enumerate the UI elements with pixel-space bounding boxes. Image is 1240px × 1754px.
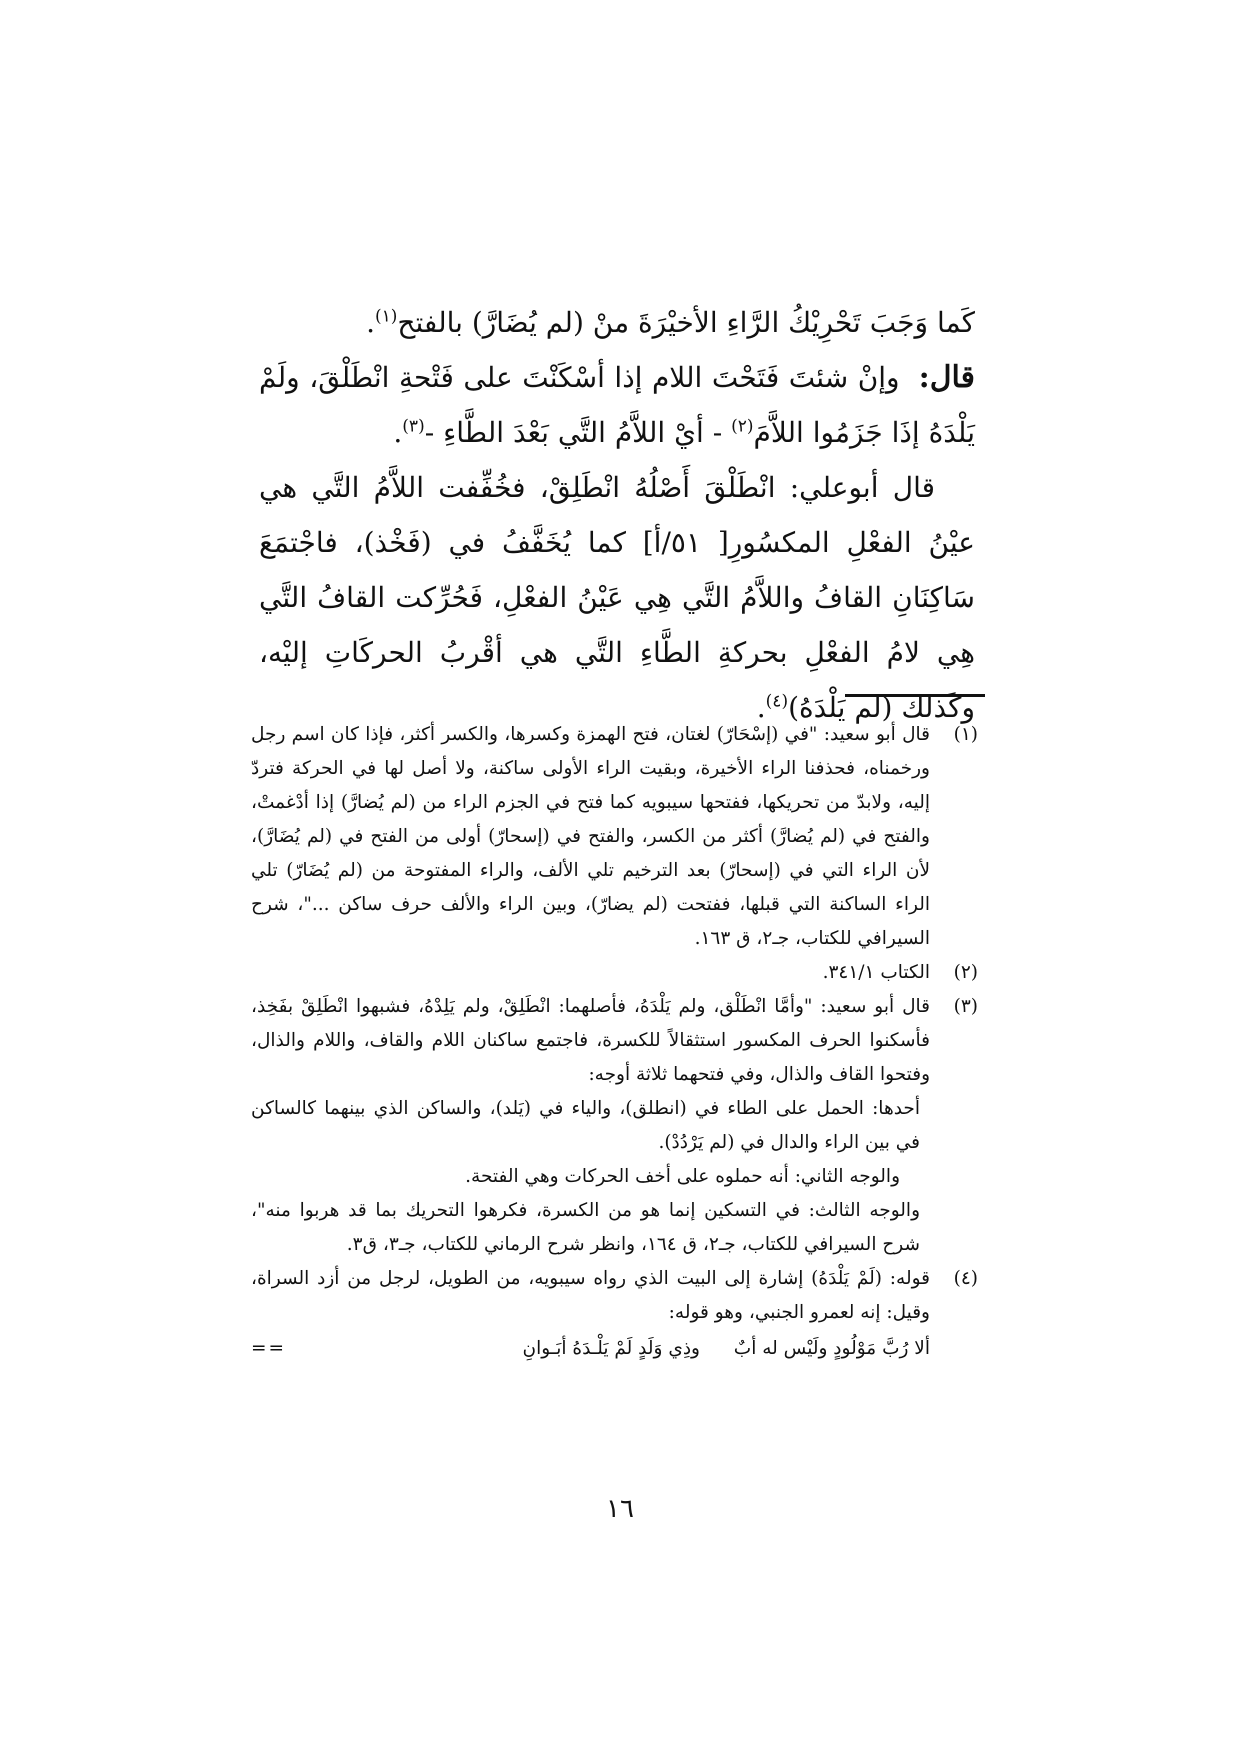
- footnote-ref: (٤): [765, 691, 789, 712]
- footnote-ref: (٢): [731, 416, 754, 437]
- footnote-2: [251, 956, 978, 990]
- footnote-text: الكتاب ٣٤١/١.: [822, 962, 930, 983]
- footnotes: [251, 718, 978, 1368]
- footnote-text: والوجه الثالث: في التسكين إنما هو من الكسرة، فكرهوا التحريك بما قد هربوا منه"، شرح السيرافي للكتاب، جـ٢، ق ١٦٤، وانظر شرح الرماني للكتاب، جـ٣، ق٣.: [251, 1200, 920, 1255]
- footnote-separator: [845, 694, 985, 697]
- verse-hemistich-1: ألا رُبَّ مَوْلُودٍ ولَيْس له أبٌ: [733, 1338, 930, 1359]
- main-text-span: - أيْ اللاَّمُ التَّي بَعْدَ الطَّاءِ -: [424, 416, 732, 449]
- verse-hemistich-2: وذِي وَلَدٍ لَمْ يَلْـدَهُ أبَـوانِ: [522, 1338, 700, 1359]
- footnote-number: (٣): [953, 996, 978, 1017]
- period: .: [366, 306, 375, 339]
- footnote-text: قوله: (لَمْ يَلْدَهُ) إشارة إلى البيت الذي رواه سيبويه، من الطويل، لرجل من أزد السراة، وقيل: إنه لعمرو الجنبي، وهو قوله:: [251, 1268, 930, 1323]
- main-paragraph-1: [259, 295, 975, 350]
- footnote-3: [251, 990, 978, 1262]
- main-text: [259, 295, 975, 735]
- footnote-number: (٤): [953, 1268, 978, 1289]
- footnote-body: [251, 990, 930, 1262]
- main-paragraph-2: [259, 350, 975, 460]
- footnote-body: [251, 718, 930, 956]
- footnote-4: [251, 1262, 978, 1368]
- qal-label: قال:: [918, 360, 975, 395]
- main-text-span: وإنْ شئتَ فَتَحْتَ اللام إذا أسْكَنْتَ على فَتْحةِ انْطَلْقَ، ولَمْ يَلْدَهُ إذَا جَزَمُوا اللاَّمَ: [259, 361, 975, 449]
- period: .: [393, 416, 403, 449]
- footnote-ref: (١): [374, 306, 398, 327]
- period: .: [756, 691, 766, 724]
- footnote-body: [251, 956, 930, 990]
- page-number: ١٦: [606, 1494, 634, 1524]
- footnote-number: (٢): [953, 962, 978, 983]
- main-text-span: قال أبوعلي: انْطَلْقَ أَصْلُهُ انْطَلِقْ، فخُفِّفت اللاَّمُ التَّي هي عيْنُ الفعْلِ المكسُورِ[ ٥١/أ] كما يُخَفَّفُ في (فَخْذ)، فاجْتمَعَ سَاكِنَانِ القافُ واللاَّمُ التَّي هِي عَيْنُ الفعْلِ، فَحُرِّكت القافُ التَّي هِي لامُ الفعْلِ بحركةِ الطَّاءِ التَّي هي أقْربُ الحركَاتِ إليْه، وكَذلك (لم يَلْدَهُ): [259, 471, 975, 724]
- footnote-number: (١): [953, 724, 978, 745]
- footnote-text: والوجه الثاني: أنه حملوه على أخف الحركات وهي الفتحة.: [465, 1166, 900, 1187]
- poetry-verse: [251, 1332, 930, 1368]
- continuation-mark: ==: [251, 1338, 287, 1359]
- main-text-span: كَما وَجَبَ تَحْرِيْكُ الرَّاءِ الأخيْرَةَ منْ (لم يُضَارَّ) بالفتح: [397, 306, 975, 339]
- footnote-1: [251, 718, 978, 956]
- footnote-text: أحدها: الحمل على الطاء في (انطلق)، والياء في (يَلد)، والساكن الذي بينهما كالساكن في بين الراء والدال في (لم يَرْدُدْ).: [251, 1098, 920, 1153]
- footnote-body: [251, 1262, 930, 1368]
- footnote-ref: (٣): [402, 416, 425, 437]
- footnote-text: قال أبو سعيد: "وأمَّا انْطَلْق، ولم يَلْدَهُ، فأصلهما: انْطَلِقْ، ولم يَلِدْهُ، فشبهوا انْطَلِقْ بفَخِذ، فأسكنوا الحرف المكسور استثقالاً للكسرة، فاجتمع ساكنان اللام والقاف، واللام والذال، وفتحوا القاف والذال، وفي فتحهما ثلاثة أوجه:: [251, 996, 930, 1085]
- footnote-text: قال أبو سعيد: "في (إسْحَارّ) لغتان، فتح الهمزة وكسرها، والكسر أكثر، فإذا كان اسم رجل ورخمناه، فحذفنا الراء الأخيرة، وبقيت الراء الأولى ساكنة، ولا أصل لها في الحركة فتردّ إليه، ولابدّ من تحريكها، ففتحها سيبويه كما فتح في الجزم الراء من (لم يُضارَّ) إذا أدْغمتْ، والفتح في (لم يُضارَّ) أكثر من الكسر، والفتح في (إسحارّ) أولى من الفتح في (لم يُضَارَّ)، لأن الراء التي في (إسحارّ) بعد الترخيم تلي الألف، والراء المفتوحة من (لم يُضَارّ) تلي الراء الساكنة التي قبلها، ففتحت (لم يضارّ)، وبين الراء والألف حرف ساكن ..."، شرح السيرافي للكتاب، جـ٢، ق ١٦٣.: [251, 724, 930, 949]
